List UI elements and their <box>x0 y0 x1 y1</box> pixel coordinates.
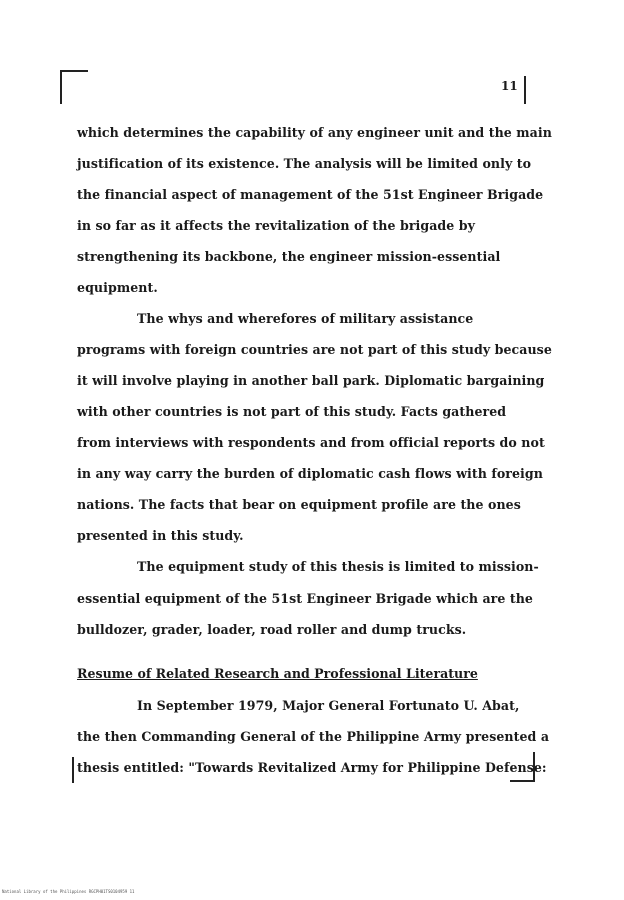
text-line: the financial aspect of management of the 51st Engineer Brigade <box>77 187 544 202</box>
crop-mark-top-right <box>524 76 526 104</box>
text-line: strengthening its backbone, the engineer mission-essential <box>77 249 501 264</box>
text-line: from interviews with respondents and from official reports do not <box>77 435 545 450</box>
crop-mark-top-left <box>60 70 88 72</box>
text-line: in so far as it affects the revitalization of the brigade by <box>77 218 475 233</box>
text-line: essential equipment of the 51st Engineer Brigade which are the <box>77 591 533 606</box>
text-line: it will involve playing in another ball park. Diplomatic bargaining <box>77 373 545 388</box>
archive-footer: National Library of the Philippines RGCPH01TS0104959 11 <box>2 889 135 894</box>
text-line: justification of its existence. The analysis will be limited only to <box>77 156 532 171</box>
text-line: bulldozer, grader, loader, road roller and dump trucks. <box>77 622 467 637</box>
text-line: The whys and wherefores of military assistance <box>137 311 474 326</box>
text-line: which determines the capability of any engineer unit and the main <box>77 125 552 140</box>
text-line: equipment. <box>77 280 158 295</box>
section-heading: Resume of Related Research and Professional Literature <box>77 666 478 681</box>
text-line: The equipment study of this thesis is limited to mission- <box>137 559 539 574</box>
text-line: programs with foreign countries are not part of this study because <box>77 342 552 357</box>
page-number: 11 <box>501 79 518 93</box>
text-line: the then Commanding General of the Philippine Army presented a <box>77 729 550 744</box>
text-line: in any way carry the burden of diplomatic cash flows with foreign <box>77 466 543 481</box>
crop-mark-top-left <box>60 70 62 104</box>
crop-mark-bottom-left <box>72 757 74 783</box>
crop-mark-bottom-right <box>510 780 535 782</box>
text-line: with other countries is not part of this study. Facts gathered <box>77 404 507 419</box>
text-line: thesis entitled: "Towards Revitalized Army for Philippine Defense: <box>77 760 547 775</box>
text-line: presented in this study. <box>77 528 244 543</box>
text-line: In September 1979, Major General Fortunato U. Abat, <box>137 698 520 713</box>
text-line: nations. The facts that bear on equipment profile are the ones <box>77 497 521 512</box>
